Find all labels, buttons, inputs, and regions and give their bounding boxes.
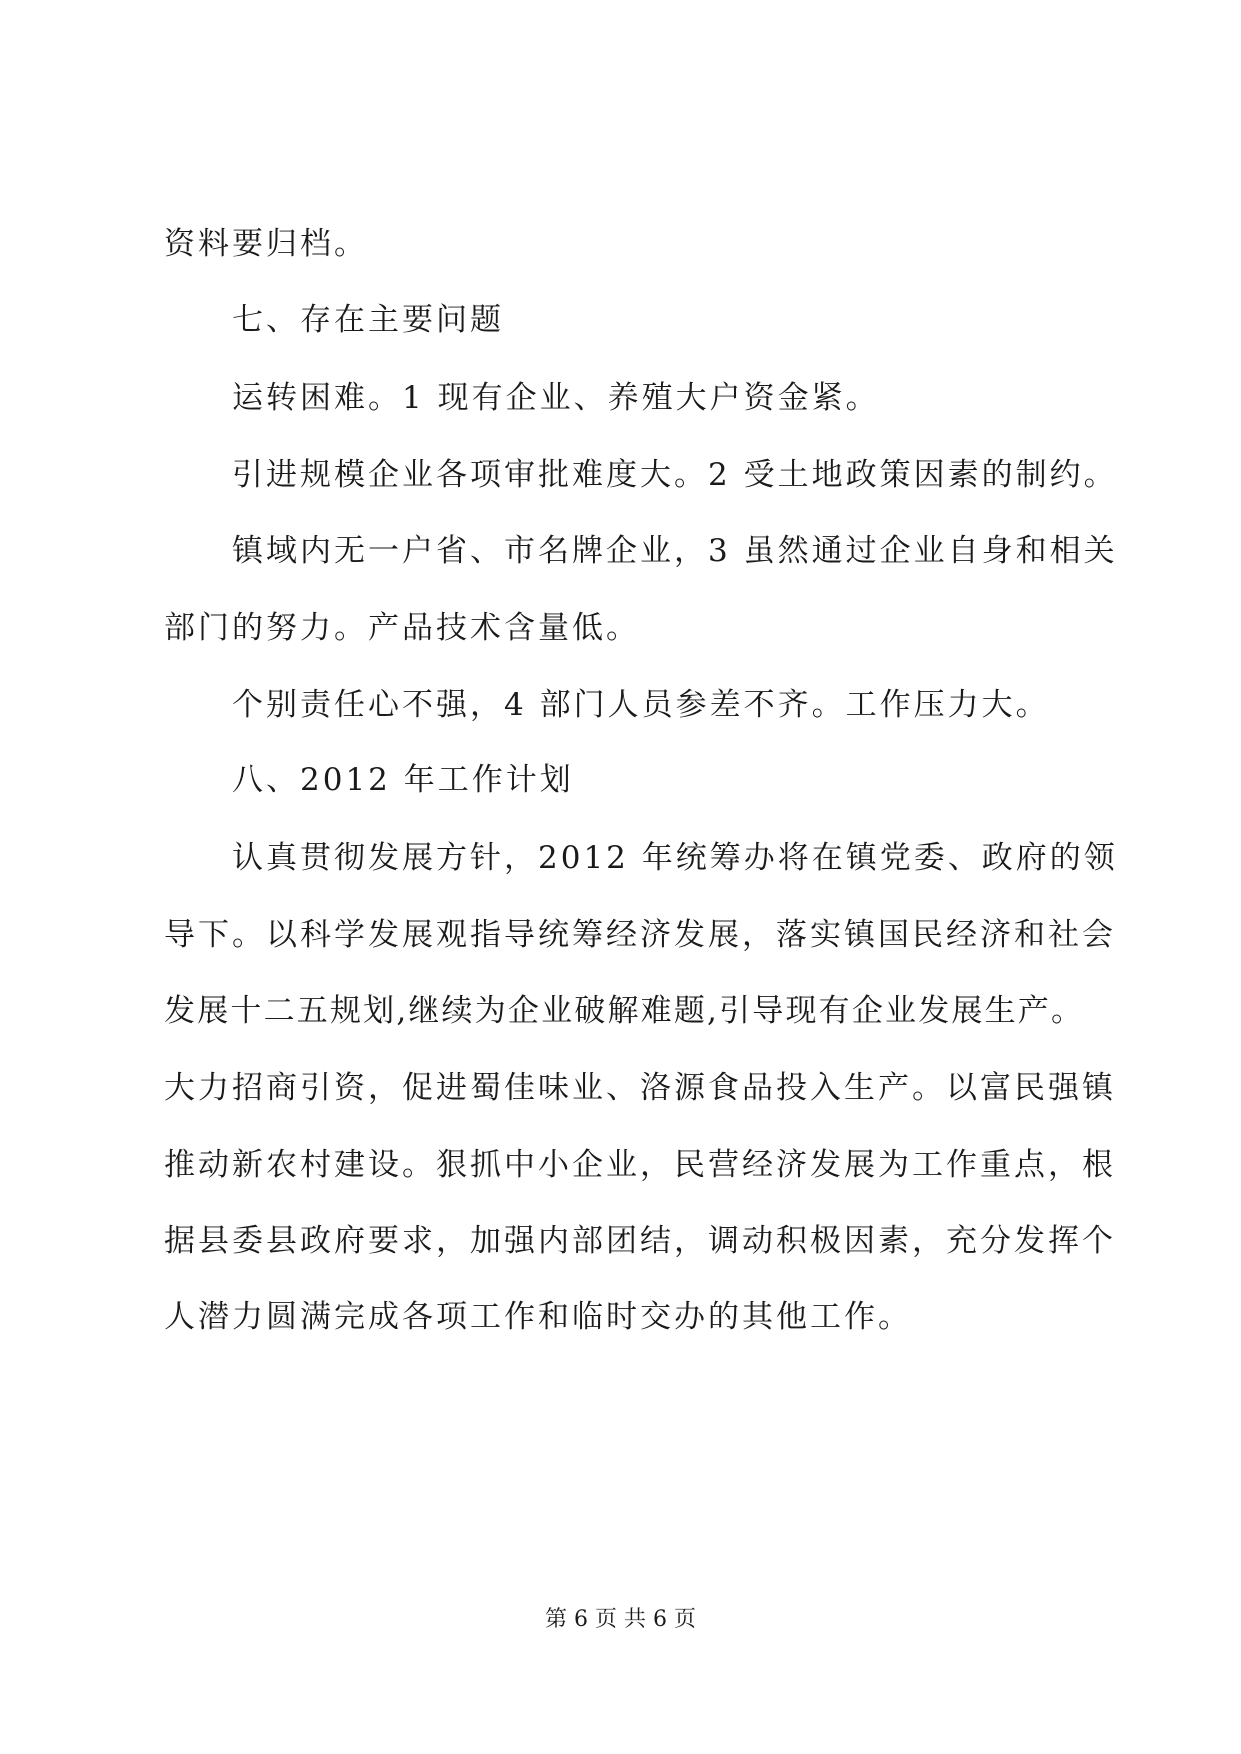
text-line: 资料要归档。 (164, 226, 368, 262)
text-line: 推动新农村建设。狠抓中小企业，民营经济发展为工作重点，根 (164, 1147, 1116, 1183)
text-line: 认真贯彻发展方针，2012 年统筹办将在镇党委、政府的领 (232, 840, 1118, 876)
text-line: 镇域内无一户省、市名牌企业，3 虽然通过企业自身和相关 (232, 533, 1118, 569)
text-line: 引进规模企业各项审批难度大。2 受土地政策因素的制约。 (232, 457, 1118, 493)
text-line: 大力招商引资，促进蜀佳味业、洛源食品投入生产。以富民强镇 (164, 1070, 1116, 1106)
text-line: 部门的努力。产品技术含量低。 (164, 610, 640, 646)
page-number-footer: 第 6 页 共 6 页 (545, 1607, 696, 1632)
text-line: 人潜力圆满完成各项工作和临时交办的其他工作。 (164, 1299, 912, 1335)
text-line: 发展十二五规划,继续为企业破解难题,引导现有企业发展生产。 (164, 993, 1082, 1029)
text-line: 运转困难。1 现有企业、养殖大户资金紧。 (232, 380, 880, 416)
text-line: 个别责任心不强，4 部门人员参差不齐。工作压力大。 (232, 687, 1050, 723)
text-line: 据县委县政府要求，加强内部团结，调动积极因素，充分发挥个 (164, 1223, 1116, 1259)
section-heading: 七、存在主要问题 (232, 302, 504, 338)
section-heading: 八、2012 年工作计划 (232, 762, 574, 798)
text-line: 导下。以科学发展观指导统筹经济发展，落实镇国民经济和社会 (164, 917, 1116, 953)
